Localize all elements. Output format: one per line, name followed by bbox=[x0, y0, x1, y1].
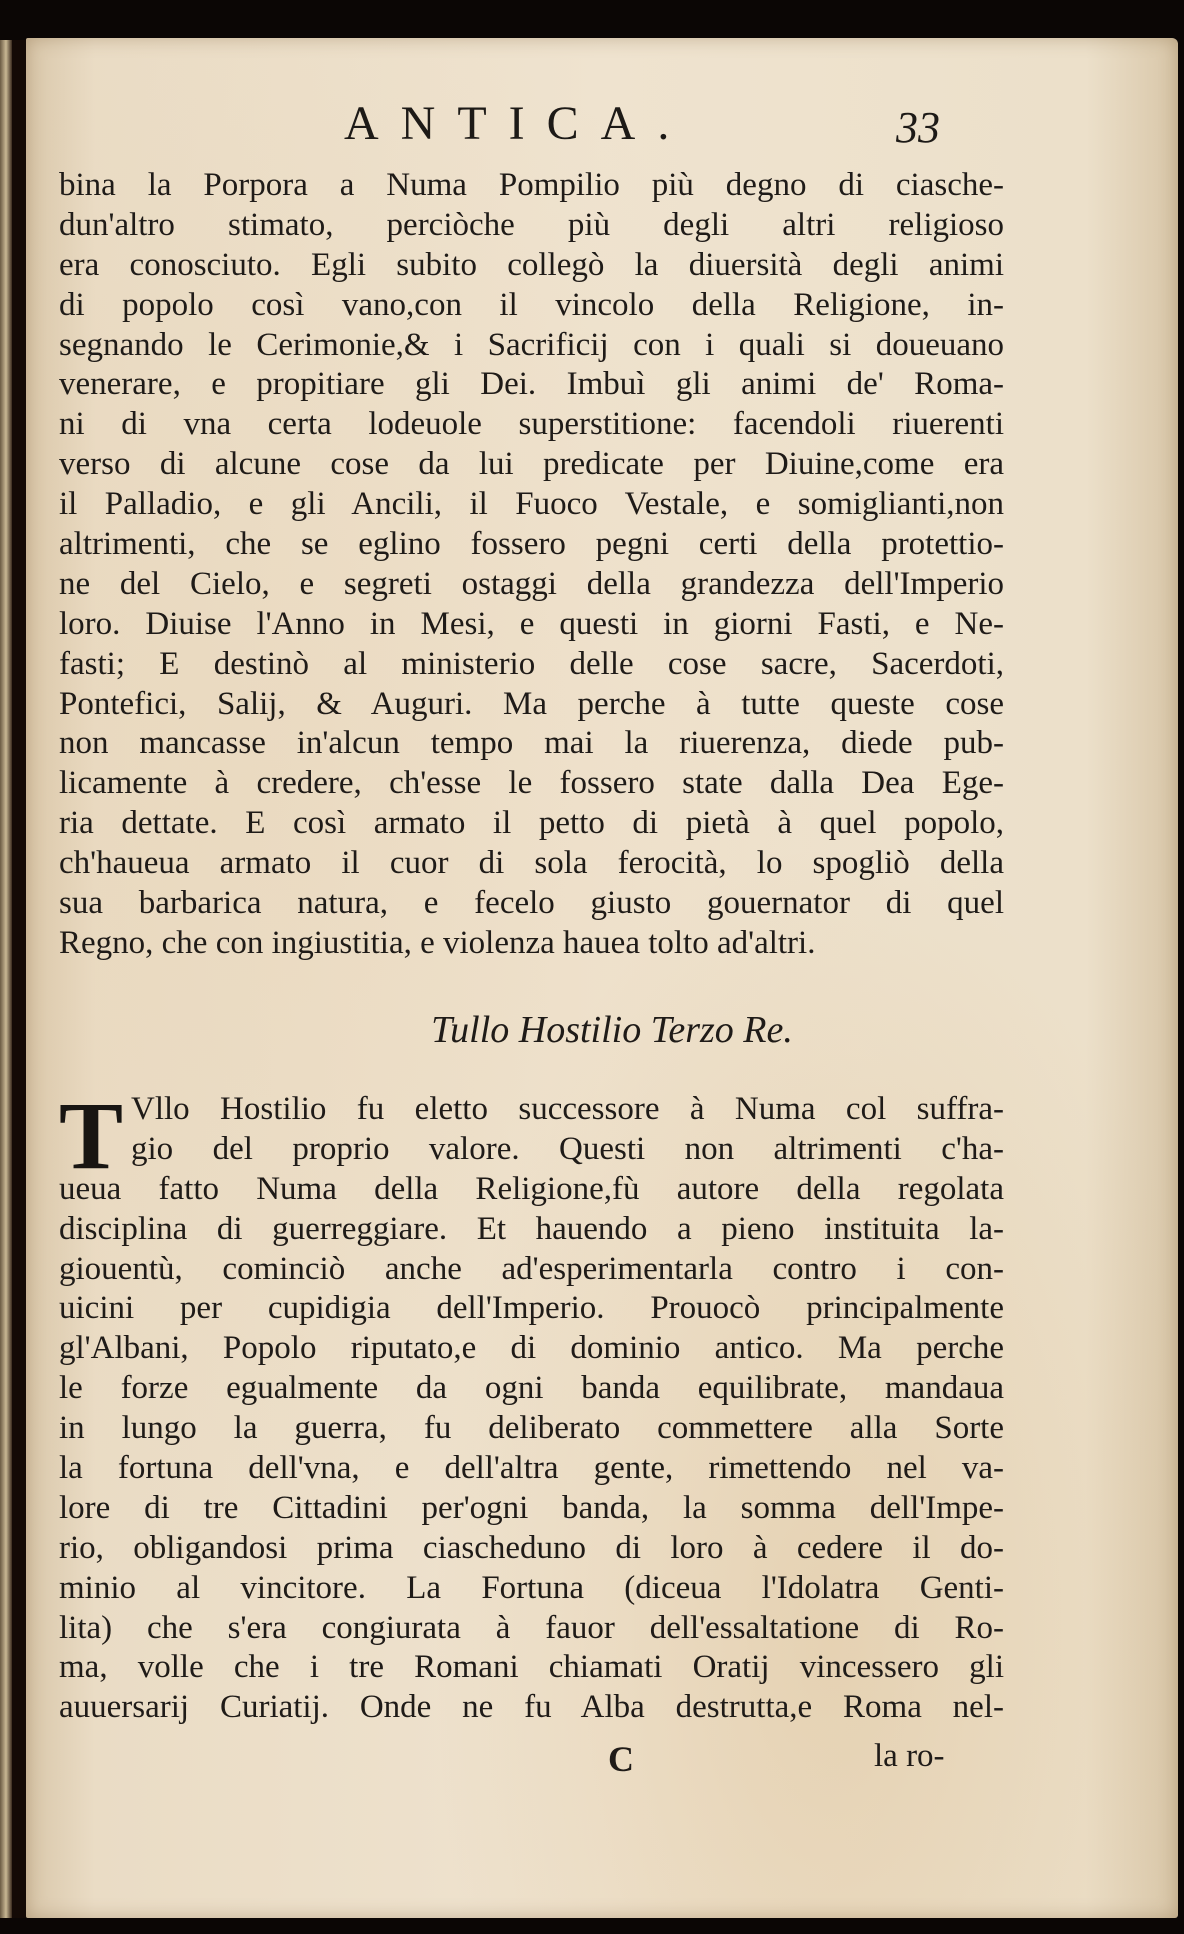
text-line: gio del proprio valore. Questi non altrimenti c'ha- bbox=[131, 1130, 1004, 1167]
text-line: in lungo la guerra, fu deliberato commettere alla Sorte bbox=[59, 1410, 1004, 1447]
text-line: ni di vna certa lodeuole superstitione: facendoli riuerenti bbox=[59, 406, 1004, 443]
text-line: ria dettate. E così armato il petto di pietà à quel popolo, bbox=[59, 805, 1004, 842]
paragraph-numa bbox=[59, 166, 1004, 964]
text-line: rio, obligandosi prima ciascheduno di loro à cedere il do- bbox=[59, 1529, 1004, 1566]
text-line: di popolo così vano,con il vincolo della Religione, in- bbox=[59, 286, 1004, 323]
text-line: verso di alcune cose da lui predicate per Diuine,come era bbox=[59, 446, 1004, 483]
text-line: ma, volle che i tre Romani chiamati Oratij vincessero gli bbox=[59, 1649, 1004, 1686]
text-line: uicini per cupidigia dell'Imperio. Prouocò principalmente bbox=[59, 1290, 1004, 1327]
scan-border bbox=[0, 1918, 1184, 1934]
text-line: segnando le Cerimonie,& i Sacrificij con i quali si doueuano bbox=[59, 326, 1004, 363]
text-line: lore di tre Cittadini per'ogni banda, la somma dell'Impe- bbox=[59, 1489, 1004, 1526]
book-page bbox=[26, 38, 1178, 1918]
text-line: ch'haueua armato il cuor di sola ferocità, lo spogliò della bbox=[59, 845, 1004, 882]
text-line: loro. Diuise l'Anno in Mesi, e questi in giorni Fasti, e Ne- bbox=[59, 605, 1004, 642]
text-line: la fortuna dell'vna, e dell'altra gente, rimettendo nel va- bbox=[59, 1450, 1004, 1487]
text-line: bina la Porpora a Numa Pompilio più degno di ciasche- bbox=[59, 167, 1004, 203]
text-line: ne del Cielo, e segreti ostaggi della grandezza dell'Imperio bbox=[59, 565, 1004, 602]
signature-mark: C bbox=[608, 1739, 634, 1779]
text-line: lita) che s'era congiurata à fauor dell'essaltatione di Ro- bbox=[59, 1609, 1004, 1646]
text-line: Pontefici, Salij, & Auguri. Ma perche à tutte queste cose bbox=[59, 685, 1004, 722]
text-line: minio al vincitore. La Fortuna (diceua l'Idolatra Genti- bbox=[59, 1569, 1004, 1606]
section-heading: Tullo Hostilio Terzo Re. bbox=[431, 1009, 793, 1051]
text-line: Regno, che con ingiustitia, e violenza hauea tolto ad'altri. bbox=[59, 924, 816, 961]
text-line: dun'altro stimato, perciòche più degli altri religioso bbox=[59, 206, 1004, 243]
text-line: auuersarij Curiatij. Onde ne fu Alba destrutta,e Roma nel- bbox=[59, 1689, 1004, 1726]
text-line: Vllo Hostilio fu eletto successore à Numa col suffra- bbox=[131, 1091, 1004, 1127]
text-line: giouentù, cominciò anche ad'esperimentarla contro i con- bbox=[59, 1250, 1004, 1287]
catchword: la ro- bbox=[874, 1738, 945, 1774]
text-line: licamente à credere, ch'esse le fossero state dalla Dea Ege- bbox=[59, 765, 1004, 802]
paragraph-tullo bbox=[59, 1082, 1004, 1728]
running-head bbox=[26, 96, 1178, 156]
text-line: era conosciuto. Egli subito collegò la diuersità degli animi bbox=[59, 246, 1004, 283]
book-binding-edge bbox=[0, 40, 12, 1920]
running-head-title: ANTICA. bbox=[344, 97, 692, 150]
text-line: ueua fatto Numa della Religione,fù autore della regolata bbox=[59, 1170, 1004, 1207]
text-line: altrimenti, che se eglino fossero pegni certi della protettio- bbox=[59, 526, 1004, 563]
drop-cap: T bbox=[59, 1082, 124, 1189]
text-line: gl'Albani, Popolo riputato,e di dominio antico. Ma perche bbox=[59, 1330, 1004, 1367]
text-line: disciplina di guerreggiare. Et hauendo a pieno instituita la- bbox=[59, 1210, 1004, 1247]
text-line: fasti; E destinò al ministerio delle cose sacre, Sacerdoti, bbox=[59, 645, 1004, 682]
text-line: il Palladio, e gli Ancili, il Fuoco Vestale, e somiglianti,non bbox=[59, 486, 1004, 523]
text-line: le forze egualmente da ogni banda equilibrate, mandaua bbox=[59, 1370, 1004, 1407]
text-line: sua barbarica natura, e fecelo giusto gouernator di quel bbox=[59, 885, 1004, 922]
text-line: non mancasse in'alcun tempo mai la riuerenza, diede pub- bbox=[59, 725, 1004, 762]
page-number: 33 bbox=[896, 103, 940, 152]
text-line: venerare, e propitiare gli Dei. Imbuì gli animi de' Roma- bbox=[59, 366, 1004, 403]
